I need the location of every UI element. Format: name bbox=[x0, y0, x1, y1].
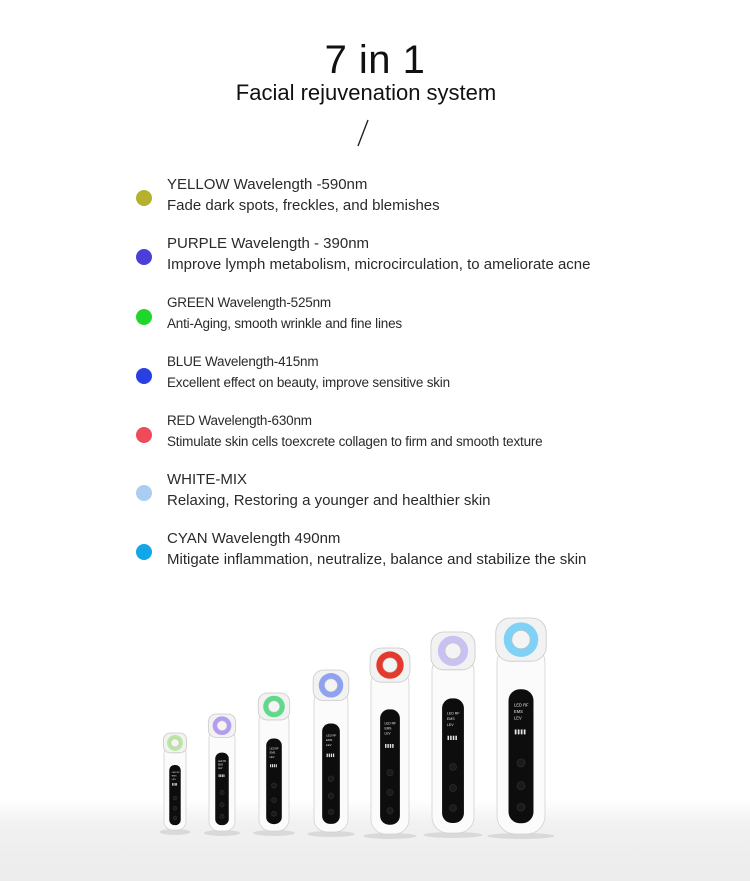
feature-description: Relaxing, Restoring a younger and healthier skin bbox=[167, 492, 491, 509]
feature-heading: PURPLE Wavelength - 390nm bbox=[167, 235, 370, 252]
feature-heading: BLUE Wavelength-415nm bbox=[167, 354, 319, 369]
device-button bbox=[173, 796, 177, 800]
panel-label: EMS bbox=[171, 775, 177, 778]
device-button bbox=[387, 789, 393, 795]
feature-heading: CYAN Wavelength 490nm bbox=[167, 530, 341, 547]
device bbox=[160, 733, 191, 835]
page-subtitle: Facial rejuvenation system bbox=[235, 80, 497, 105]
panel-label: LEV bbox=[514, 715, 522, 721]
feature-heading: YELLOW Wavelength -590nm bbox=[167, 176, 368, 193]
device bbox=[307, 670, 355, 837]
device-button bbox=[272, 798, 277, 803]
panel-label: EMS bbox=[514, 709, 523, 715]
panel-label: LEV bbox=[171, 778, 176, 781]
device-button bbox=[387, 808, 393, 814]
device-button bbox=[220, 803, 224, 807]
device-button bbox=[272, 811, 277, 816]
feature-heading: WHITE-MIX bbox=[167, 471, 247, 488]
device-button bbox=[450, 805, 457, 812]
feature-description: Fade dark spots, freckles, and blemishes bbox=[167, 197, 440, 214]
device bbox=[363, 648, 416, 839]
feature-heading: GREEN Wavelength-525nm bbox=[167, 295, 331, 310]
device-button bbox=[220, 790, 224, 794]
panel-label: LED RF bbox=[446, 711, 460, 716]
panel-label: LEV bbox=[218, 768, 223, 771]
device-button bbox=[517, 759, 525, 767]
panel-label: EMS bbox=[446, 717, 455, 722]
panel-label: LED RF bbox=[326, 733, 337, 738]
device-button bbox=[173, 816, 177, 820]
panel-label: EMS bbox=[384, 726, 392, 731]
feature-description: Stimulate skin cells toexcrete collagen to firm and smooth texture bbox=[167, 434, 543, 449]
panel-label: LED RF bbox=[269, 747, 279, 751]
panel-label: EMS bbox=[326, 738, 333, 743]
panel-label: EMS bbox=[218, 764, 223, 767]
device bbox=[253, 693, 295, 836]
panel-label: LED RF bbox=[384, 721, 396, 726]
device-button bbox=[517, 803, 525, 811]
feature-description: Mitigate inflammation, neutralize, balance and stabilize the skin bbox=[167, 551, 587, 568]
panel-label: LED RF bbox=[171, 771, 180, 774]
device bbox=[487, 618, 554, 839]
device-button bbox=[328, 776, 334, 782]
panel-label: LED RF bbox=[218, 761, 227, 764]
panel-label: LEV bbox=[269, 755, 275, 759]
device-button bbox=[517, 782, 525, 790]
device-button bbox=[220, 814, 224, 818]
panel-label: LEV bbox=[326, 742, 332, 747]
feature-heading: RED Wavelength-630nm bbox=[167, 413, 312, 428]
device-button bbox=[173, 806, 177, 810]
device-button bbox=[450, 785, 457, 792]
device-button bbox=[272, 783, 277, 788]
panel-label: EMS bbox=[269, 751, 276, 755]
device bbox=[424, 632, 483, 838]
device-button bbox=[328, 793, 334, 799]
device-button bbox=[387, 770, 393, 776]
feature-description: Improve lymph metabolism, microcirculation, to ameliorate acne bbox=[167, 256, 591, 273]
device-button bbox=[328, 809, 334, 815]
device-button bbox=[450, 763, 457, 770]
panel-label: LED RF bbox=[514, 702, 529, 708]
feature-description: Excellent effect on beauty, improve sensitive skin bbox=[167, 375, 450, 390]
feature-description: Anti-Aging, smooth wrinkle and fine lines bbox=[167, 316, 402, 331]
device bbox=[204, 714, 240, 836]
panel-label: LEV bbox=[446, 722, 454, 727]
panel-label: LEV bbox=[384, 731, 391, 736]
page-title: 7 in 1 bbox=[324, 38, 426, 82]
